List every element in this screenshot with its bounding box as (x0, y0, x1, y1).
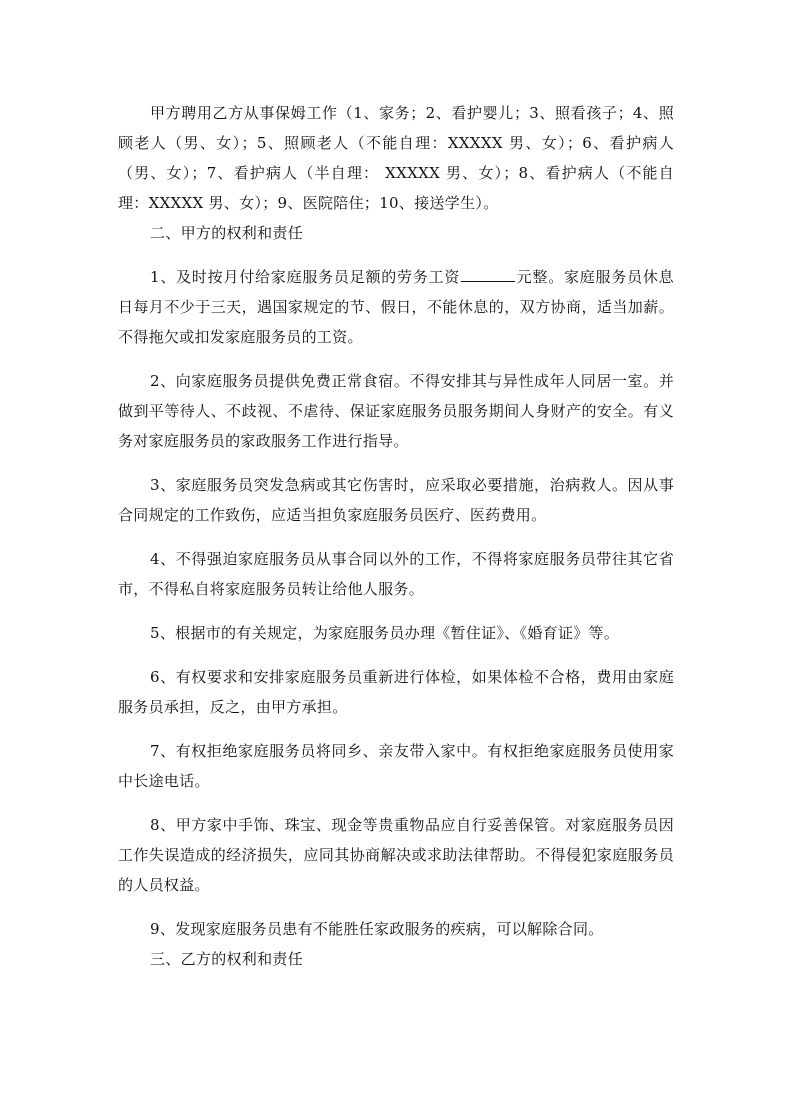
section-heading-party-b: 三、乙方的权利和责任 (150, 950, 304, 968)
wage-blank-field[interactable] (461, 263, 515, 282)
clause-7: 7、有权拒绝家庭服务员将同乡、亲友带入家中。有权拒绝家庭服务员使用家中长途电话。 (118, 742, 674, 790)
clause-1-text-end: 元整。家庭服务员休息日每月不少于三天，遇国家规定的节、假日，不能休息的，双方协商，适当加薪。不得拖欠或扣发家庭服务员的工资。 (118, 268, 674, 346)
intro-paragraph: 甲方聘用乙方从事保姆工作（1、家务；2、看护婴儿；3、照看孩子；4、照顾老人（男、女）；5、照顾老人（不能自理：XXXXX 男、女）；6、看护病人（男、女）；7、看护病人（半自理： XXXXX 男、女）；8、看护病人（不能自理：XXXXX 男、女）；9、医院陪住；10、接送学生）。 (118, 104, 674, 212)
clause-4: 4、不得强迫家庭服务员从事合同以外的工作，不得将家庭服务员带往其它省市，不得私自将家庭服务员转让给他人服务。 (118, 550, 674, 598)
clause-5: 5、根据市的有关规定，为家庭服务员办理《暂住证》、《婚育证》等。 (150, 624, 620, 642)
clause-8: 8、甲方家中手饰、珠宝、现金等贵重物品应自行妥善保管。对家庭服务员因工作失误造成的经济损失，应同其协商解决或求助法律帮助。不得侵犯家庭服务员的人员权益。 (118, 816, 674, 894)
clause-3: 3、家庭服务员突发急病或其它伤害时，应采取必要措施，治病救人。因从事合同规定的工作致伤，应适当担负家庭服务员医疗、医药费用。 (118, 476, 674, 524)
clause-2: 2、向家庭服务员提供免费正常食宿。不得安排其与异性成年人同居一室。并做到平等待人、不歧视、不虐待、保证家庭服务员服务期间人身财产的安全。有义务对家庭服务员的家政服务工作进行指导。 (118, 372, 674, 450)
section-heading-party-a: 二、甲方的权利和责任 (150, 224, 304, 242)
document-page (118, 98, 674, 974)
clause-6: 6、有权要求和安排家庭服务员重新进行体检，如果体检不合格，费用由家庭服务员承担，反之，由甲方承担。 (118, 668, 674, 716)
clause-1 (118, 262, 674, 352)
clause-9: 9、发现家庭服务员患有不能胜任家政服务的疾病，可以解除合同。 (150, 920, 604, 938)
clause-1-text-start: 1、及时按月付给家庭服务员足额的劳务工资 (150, 268, 461, 286)
